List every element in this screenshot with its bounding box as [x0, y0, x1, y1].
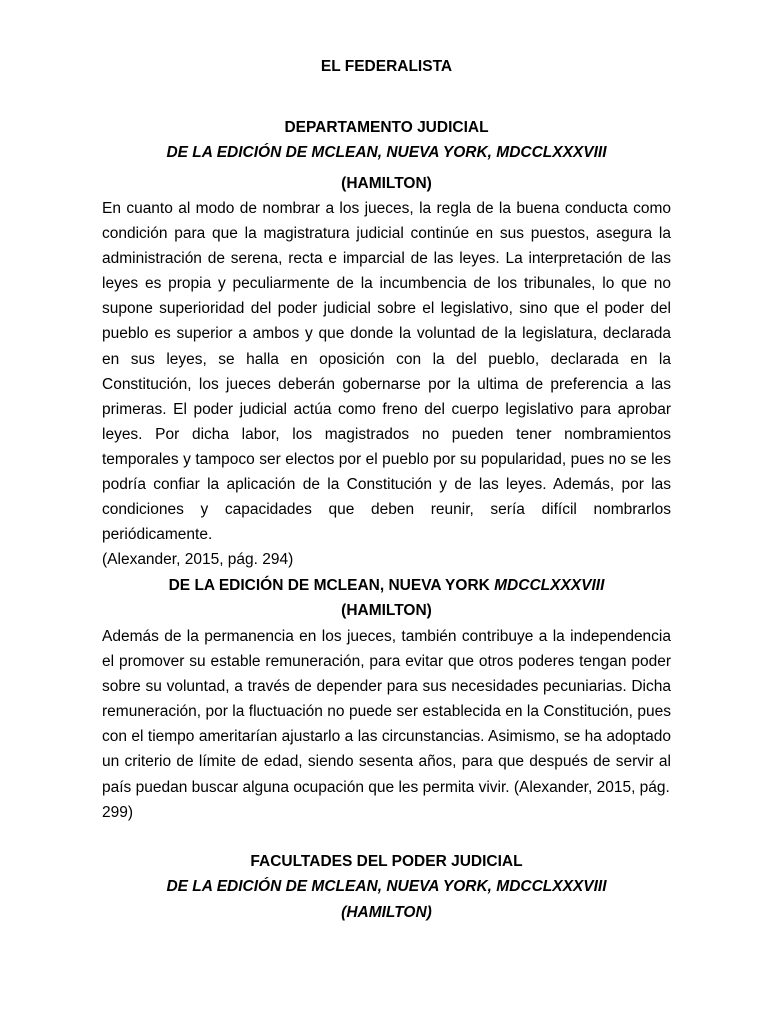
section-author: (HAMILTON)	[341, 602, 432, 619]
section-paragraph	[102, 196, 671, 572]
section-heading-facultades: FACULTADES DEL PODER JUDICIAL	[250, 853, 523, 870]
paragraph-body: Además de la permanencia en los jueces, también contribuye a la independencia el promover su estable remuneración, para evitar que otros poderes tengan poder sobre su voluntad, a través de depender para sus necesidades pecuniarias. Dicha remuneración, por la fluctuación no puede ser establecida en la Constitución, pues con el tiempo ameritarían ajustarlo a las circunstancias. Asimismo, se ha adoptado un criterio de límite de edad, siendo sesenta años, para que después de servir al país puedan buscar alguna ocupación que les permita vivir. (Alexander, 2015, pág.	[102, 628, 671, 796]
section-author: (HAMILTON)	[341, 175, 432, 192]
section-paragraph	[102, 624, 671, 825]
section-author: (HAMILTON)	[341, 904, 432, 921]
paragraph-body: En cuanto al modo de nombrar a los jueces, la regla de la buena conducta como condición para que la magistratura judicial continúe en sus puestos, asegura la administración de serena, recta e imparcial de las leyes. La interpretación de las leyes es propia y peculiarmente de la incumbencia de los tribunales, lo que no supone superioridad del poder judicial sobre el legislativo, sino que el poder del pueblo es superior a ambos y que donde la voluntad de la legislatura, declarada en sus leyes, se halla en oposición con la del pueblo, declarada en la Constitución, los jueces deberán gobernarse por la ultima de preferencia a las primeras. El poder judicial actúa como freno del cuerpo legislativo para aprobar leyes. Por dicha labor, los magistrados no pueden tener nombramientos temporales y tampoco ser electos por el pueblo por su popularidad, pues no se les podría confiar la aplicación de la Constitución y de las leyes. Además, por las condiciones y capacidades que deben reunir, sería difícil nombrarlos periódicamente.	[102, 200, 671, 544]
paragraph-citation: 299)	[102, 803, 134, 821]
section-heading-departamento-judicial: DEPARTAMENTO JUDICIAL	[284, 119, 489, 136]
section-edition-line-mixed	[102, 573, 671, 598]
paragraph-citation: (Alexander, 2015, pág. 294)	[102, 551, 294, 569]
document-title: EL FEDERALISTA	[320, 58, 453, 75]
section-edition-line: DE LA EDICIÓN DE MCLEAN, NUEVA YORK, MDCCLXXXVIII	[166, 878, 607, 895]
edition-italic-text: MDCCLXXXVIII	[494, 577, 605, 594]
edition-plain-text: DE LA EDICIÓN DE MCLEAN, NUEVA YORK	[168, 577, 495, 594]
section-edition-line: DE LA EDICIÓN DE MCLEAN, NUEVA YORK, MDCCLXXXVIII	[166, 144, 607, 161]
